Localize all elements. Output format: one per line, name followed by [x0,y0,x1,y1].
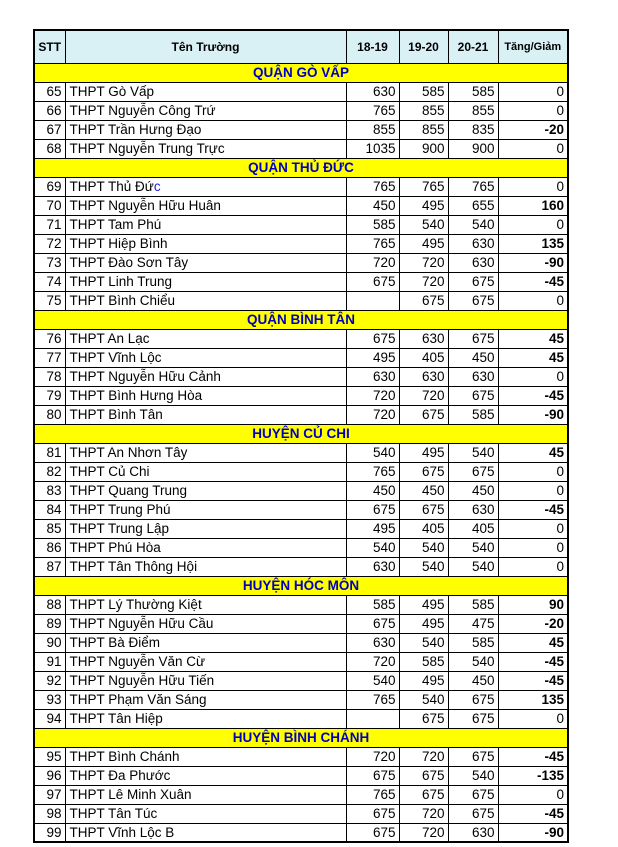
school-name-cell: THPT An Nhơn Tây [65,443,346,462]
stt-cell: 88 [34,595,65,614]
score-cell-19-20: 630 [399,329,448,348]
score-cell-20-21: 630 [448,367,498,386]
delta-cell: -45 [498,500,568,519]
score-cell-20-21: 630 [448,500,498,519]
stt-cell: 65 [34,82,65,101]
score-cell-18-19: 675 [346,823,399,842]
section-header-row [34,728,568,747]
score-cell-18-19: 765 [346,785,399,804]
score-cell-19-20: 765 [399,177,448,196]
score-cell-20-21: 585 [448,405,498,424]
score-cell-19-20: 630 [399,367,448,386]
school-name-cell: THPT Nguyễn Hữu Cảnh [65,367,346,386]
score-cell-20-21: 655 [448,196,498,215]
score-cell-20-21: 675 [448,690,498,709]
stt-cell: 74 [34,272,65,291]
stt-cell: 70 [34,196,65,215]
score-cell-19-20: 675 [399,709,448,728]
school-name-cell: THPT Nguyễn Hữu Tiến [65,671,346,690]
stt-cell: 69 [34,177,65,196]
section-header-row [34,63,568,82]
school-name-cell: THPT Bà Điểm [65,633,346,652]
school-name-cell: THPT Bình Tân [65,405,346,424]
school-name-cell: THPT Gò Vấp [65,82,346,101]
table-row [34,595,568,614]
score-cell-20-21: 675 [448,804,498,823]
table-row [34,481,568,500]
delta-cell: -45 [498,747,568,766]
table-row [34,614,568,633]
stt-cell: 77 [34,348,65,367]
score-cell-19-20: 720 [399,386,448,405]
score-cell-19-20: 495 [399,196,448,215]
delta-cell: 45 [498,633,568,652]
school-name-cell: THPT Nguyễn Hữu Cầu [65,614,346,633]
table-row [34,139,568,158]
stt-cell: 79 [34,386,65,405]
school-name-cell: THPT Thủ Đức [65,177,346,196]
score-cell-20-21: 675 [448,709,498,728]
school-name-cell: THPT Nguyễn Văn Cừ [65,652,346,671]
score-cell-19-20: 855 [399,101,448,120]
score-cell-18-19: 675 [346,500,399,519]
stt-cell: 95 [34,747,65,766]
score-cell-18-19: 540 [346,671,399,690]
stt-cell: 80 [34,405,65,424]
score-cell-18-19: 630 [346,557,399,576]
delta-cell: 0 [498,101,568,120]
delta-cell: 0 [498,367,568,386]
delta-cell: 160 [498,196,568,215]
table-row [34,82,568,101]
table-row [34,215,568,234]
stt-cell: 67 [34,120,65,139]
school-name-cell: THPT Tân Hiệp [65,709,346,728]
school-name-cell: THPT Phạm Văn Sáng [65,690,346,709]
score-cell-20-21: 540 [448,215,498,234]
admission-scores-table [33,29,569,843]
table-row [34,196,568,215]
table-row [34,747,568,766]
score-cell-20-21: 585 [448,82,498,101]
section-header-row [34,310,568,329]
score-cell-18-19: 540 [346,443,399,462]
score-cell-18-19: 585 [346,215,399,234]
score-cell-19-20: 540 [399,690,448,709]
table-row [34,462,568,481]
school-name-cell: THPT Lê Minh Xuân [65,785,346,804]
score-cell-20-21: 540 [448,557,498,576]
score-cell-19-20: 540 [399,633,448,652]
table-row [34,519,568,538]
table-row [34,101,568,120]
stt-cell: 92 [34,671,65,690]
score-cell-20-21: 450 [448,481,498,500]
score-cell-19-20: 675 [399,785,448,804]
score-cell-18-19: 630 [346,367,399,386]
section-header-row [34,158,568,177]
delta-cell: -45 [498,804,568,823]
score-cell-19-20: 720 [399,804,448,823]
score-cell-18-19: 720 [346,747,399,766]
col-header-year-18-19: 18-19 [346,30,399,63]
delta-cell: 135 [498,690,568,709]
school-name-cell: THPT Nguyễn Trung Trực [65,139,346,158]
school-name-cell: THPT Phú Hòa [65,538,346,557]
stt-cell: 86 [34,538,65,557]
score-cell-19-20: 540 [399,538,448,557]
delta-cell: -20 [498,614,568,633]
stt-cell: 94 [34,709,65,728]
score-cell-20-21: 450 [448,671,498,690]
score-cell-18-19: 675 [346,804,399,823]
delta-cell: 0 [498,481,568,500]
score-cell-20-21: 630 [448,234,498,253]
text-cursor-artifact: c [153,179,161,194]
stt-cell: 66 [34,101,65,120]
stt-cell: 93 [34,690,65,709]
section-title: HUYỆN BÌNH CHÁNH [34,728,568,747]
school-name-cell: THPT Nguyễn Công Trứ [65,101,346,120]
score-cell-20-21: 855 [448,101,498,120]
delta-cell: -45 [498,652,568,671]
school-name-cell: THPT Trần Hưng Đạo [65,120,346,139]
score-cell-18-19: 675 [346,766,399,785]
delta-cell: 0 [498,291,568,310]
score-cell-20-21: 675 [448,272,498,291]
school-name-cell: THPT Hiệp Bình [65,234,346,253]
score-cell-18-19: 765 [346,177,399,196]
score-cell-18-19: 720 [346,405,399,424]
score-cell-20-21: 675 [448,785,498,804]
stt-cell: 82 [34,462,65,481]
score-cell-19-20: 450 [399,481,448,500]
score-cell-18-19: 765 [346,690,399,709]
section-title: QUẬN THỦ ĐỨC [34,158,568,177]
table-row [34,405,568,424]
score-cell-19-20: 495 [399,614,448,633]
delta-cell: -90 [498,405,568,424]
school-name-cell: THPT Vĩnh Lộc B [65,823,346,842]
delta-cell: 0 [498,139,568,158]
score-cell-20-21: 675 [448,291,498,310]
delta-cell: -135 [498,766,568,785]
score-cell-20-21: 405 [448,519,498,538]
score-cell-18-19: 720 [346,386,399,405]
delta-cell: 135 [498,234,568,253]
score-cell-18-19: 495 [346,519,399,538]
score-cell-18-19: 540 [346,538,399,557]
stt-cell: 99 [34,823,65,842]
table-row [34,348,568,367]
delta-cell: 0 [498,709,568,728]
score-cell-19-20: 585 [399,652,448,671]
score-cell-18-19: 720 [346,652,399,671]
score-cell-19-20: 495 [399,234,448,253]
table-row [34,652,568,671]
school-name-cell: THPT Lý Thường Kiệt [65,595,346,614]
table-row [34,709,568,728]
score-cell-18-19: 450 [346,196,399,215]
score-cell-19-20: 675 [399,766,448,785]
score-cell-19-20: 540 [399,557,448,576]
score-cell-19-20: 585 [399,82,448,101]
stt-cell: 91 [34,652,65,671]
school-name-cell: THPT Đào Sơn Tây [65,253,346,272]
score-cell-19-20: 405 [399,519,448,538]
score-cell-18-19: 1035 [346,139,399,158]
score-cell-20-21: 630 [448,253,498,272]
score-cell-20-21: 675 [448,747,498,766]
delta-cell: -45 [498,386,568,405]
score-cell-20-21: 900 [448,139,498,158]
score-cell-19-20: 720 [399,253,448,272]
delta-cell: -90 [498,823,568,842]
score-cell-19-20: 675 [399,462,448,481]
score-cell-19-20: 855 [399,120,448,139]
school-name-cell: THPT Linh Trung [65,272,346,291]
score-cell-19-20: 405 [399,348,448,367]
school-name-cell: THPT An Lạc [65,329,346,348]
school-name-cell: THPT Bình Hưng Hòa [65,386,346,405]
delta-cell: -45 [498,671,568,690]
table-row [34,557,568,576]
table-row [34,823,568,842]
delta-cell: -45 [498,272,568,291]
stt-cell: 76 [34,329,65,348]
school-name-cell: THPT Đa Phước [65,766,346,785]
section-title: HUYỆN CỦ CHI [34,424,568,443]
table-row [34,234,568,253]
col-header-year-19-20: 19-20 [399,30,448,63]
score-cell-20-21: 585 [448,633,498,652]
table-row [34,804,568,823]
score-cell-18-19: 855 [346,120,399,139]
score-cell-19-20: 675 [399,291,448,310]
section-header-row [34,576,568,595]
header-row [34,30,568,63]
score-cell-18-19: 495 [346,348,399,367]
score-cell-18-19: 765 [346,462,399,481]
section-title: QUẬN BÌNH TÂN [34,310,568,329]
table-row [34,120,568,139]
delta-cell: 45 [498,443,568,462]
table-row [34,500,568,519]
score-cell-18-19: 450 [346,481,399,500]
school-name-cell: THPT Trung Lập [65,519,346,538]
table-row [34,329,568,348]
score-cell-19-20: 720 [399,747,448,766]
table-row [34,785,568,804]
delta-cell: 90 [498,595,568,614]
section-header-row [34,424,568,443]
score-cell-20-21: 540 [448,652,498,671]
table-row [34,272,568,291]
col-header-stt: STT [34,30,65,63]
stt-cell: 87 [34,557,65,576]
score-cell-19-20: 495 [399,671,448,690]
table-row [34,766,568,785]
stt-cell: 73 [34,253,65,272]
delta-cell: 0 [498,82,568,101]
score-cell-18-19 [346,291,399,310]
score-cell-18-19: 675 [346,329,399,348]
stt-cell: 81 [34,443,65,462]
delta-cell: 0 [498,557,568,576]
school-name-cell: THPT Tân Thông Hội [65,557,346,576]
stt-cell: 96 [34,766,65,785]
score-cell-20-21: 765 [448,177,498,196]
score-cell-20-21: 835 [448,120,498,139]
school-name-cell: THPT Quang Trung [65,481,346,500]
section-title: HUYỆN HÓC MÔN [34,576,568,595]
delta-cell: 0 [498,177,568,196]
table-row [34,253,568,272]
table-row [34,538,568,557]
table-row [34,671,568,690]
table-row [34,291,568,310]
score-cell-18-19: 720 [346,253,399,272]
stt-cell: 78 [34,367,65,386]
score-cell-20-21: 675 [448,462,498,481]
school-name-cell: THPT Tân Túc [65,804,346,823]
score-cell-19-20: 675 [399,500,448,519]
score-cell-19-20: 495 [399,443,448,462]
col-header-school-name: Tên Trường [65,30,346,63]
col-header-delta: Tăng/Giảm [498,30,568,63]
score-cell-20-21: 450 [448,348,498,367]
school-name-cell: THPT Bình Chiểu [65,291,346,310]
score-cell-19-20: 675 [399,405,448,424]
score-cell-20-21: 585 [448,595,498,614]
score-cell-18-19: 765 [346,234,399,253]
table-row [34,443,568,462]
score-cell-20-21: 630 [448,823,498,842]
delta-cell: -90 [498,253,568,272]
stt-cell: 83 [34,481,65,500]
school-name-cell: THPT Tam Phú [65,215,346,234]
score-cell-20-21: 675 [448,386,498,405]
score-cell-20-21: 475 [448,614,498,633]
score-cell-18-19: 675 [346,614,399,633]
delta-cell: 45 [498,329,568,348]
score-cell-20-21: 540 [448,766,498,785]
score-cell-20-21: 540 [448,443,498,462]
table-row [34,386,568,405]
delta-cell: 0 [498,785,568,804]
school-name-cell: THPT Nguyễn Hữu Huân [65,196,346,215]
table-row [34,690,568,709]
stt-cell: 90 [34,633,65,652]
score-cell-20-21: 540 [448,538,498,557]
stt-cell: 68 [34,139,65,158]
score-cell-18-19: 675 [346,272,399,291]
stt-cell: 97 [34,785,65,804]
stt-cell: 71 [34,215,65,234]
delta-cell: -20 [498,120,568,139]
stt-cell: 72 [34,234,65,253]
score-cell-19-20: 540 [399,215,448,234]
score-cell-20-21: 675 [448,329,498,348]
table-row [34,633,568,652]
school-name-cell: THPT Vĩnh Lộc [65,348,346,367]
table-row [34,177,568,196]
school-name-cell: THPT Trung Phú [65,500,346,519]
stt-cell: 84 [34,500,65,519]
col-header-year-20-21: 20-21 [448,30,498,63]
score-cell-18-19 [346,709,399,728]
delta-cell: 0 [498,215,568,234]
stt-cell: 85 [34,519,65,538]
stt-cell: 98 [34,804,65,823]
school-name-cell: THPT Bình Chánh [65,747,346,766]
stt-cell: 89 [34,614,65,633]
delta-cell: 0 [498,538,568,557]
table-row [34,367,568,386]
score-cell-18-19: 765 [346,101,399,120]
score-cell-18-19: 630 [346,633,399,652]
stt-cell: 75 [34,291,65,310]
score-cell-19-20: 720 [399,823,448,842]
school-name-cell: THPT Củ Chi [65,462,346,481]
score-cell-19-20: 720 [399,272,448,291]
delta-cell: 0 [498,519,568,538]
score-cell-18-19: 585 [346,595,399,614]
delta-cell: 0 [498,462,568,481]
score-cell-19-20: 900 [399,139,448,158]
section-title: QUẬN GÒ VẤP [34,63,568,82]
delta-cell: 45 [498,348,568,367]
score-cell-18-19: 630 [346,82,399,101]
score-cell-19-20: 495 [399,595,448,614]
